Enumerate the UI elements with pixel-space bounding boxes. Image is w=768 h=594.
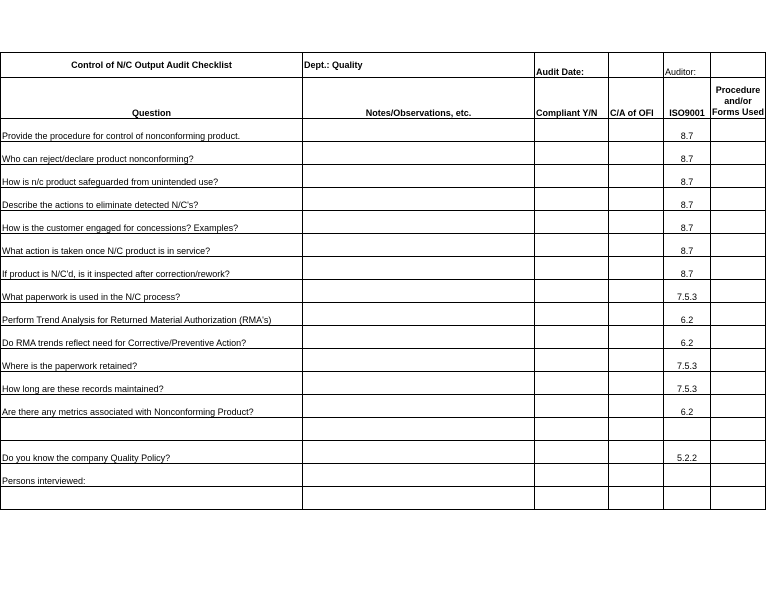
question-cell: Persons interviewed: <box>1 464 303 487</box>
ca-ofi-cell[interactable] <box>609 211 664 234</box>
iso-cell: 8.7 <box>664 188 711 211</box>
question-cell <box>1 487 303 510</box>
iso-cell: 7.5.3 <box>664 349 711 372</box>
question-cell: How is n/c product safeguarded from unintended use? <box>1 165 303 188</box>
iso-cell: 6.2 <box>664 326 711 349</box>
checklist-title: Control of N/C Output Audit Checklist <box>1 53 303 78</box>
notes-header: Notes/Observations, etc. <box>303 78 535 119</box>
notes-cell[interactable] <box>303 165 535 188</box>
audit-date-value[interactable] <box>609 53 664 78</box>
ca-ofi-cell[interactable] <box>609 142 664 165</box>
ca-ofi-cell[interactable] <box>609 119 664 142</box>
compliant-cell[interactable] <box>535 349 609 372</box>
compliant-cell[interactable] <box>535 395 609 418</box>
notes-cell[interactable] <box>303 349 535 372</box>
procedure-cell[interactable] <box>711 418 766 441</box>
procedure-cell[interactable] <box>711 188 766 211</box>
question-cell: Do you know the company Quality Policy? <box>1 441 303 464</box>
auditor-label: Auditor: <box>664 53 711 78</box>
iso-cell: 8.7 <box>664 234 711 257</box>
table-row <box>1 303 766 326</box>
title-row <box>1 53 766 78</box>
iso-cell: 8.7 <box>664 119 711 142</box>
question-cell: Do RMA trends reflect need for Corrective/Preventive Action? <box>1 326 303 349</box>
table-row <box>1 234 766 257</box>
procedure-cell[interactable] <box>711 395 766 418</box>
question-cell: Are there any metrics associated with Nonconforming Product? <box>1 395 303 418</box>
procedure-cell[interactable] <box>711 487 766 510</box>
procedure-cell[interactable] <box>711 165 766 188</box>
table-row <box>1 464 766 487</box>
ca-ofi-cell[interactable] <box>609 441 664 464</box>
compliant-cell[interactable] <box>535 326 609 349</box>
compliant-cell[interactable] <box>535 234 609 257</box>
compliant-cell[interactable] <box>535 280 609 303</box>
iso-cell: 8.7 <box>664 142 711 165</box>
dept-label: Dept.: Quality <box>303 53 535 78</box>
table-row <box>1 142 766 165</box>
iso-cell: 6.2 <box>664 303 711 326</box>
notes-cell[interactable] <box>303 303 535 326</box>
table-row <box>1 395 766 418</box>
procedure-cell[interactable] <box>711 142 766 165</box>
notes-cell[interactable] <box>303 257 535 280</box>
compliant-cell[interactable] <box>535 487 609 510</box>
notes-cell[interactable] <box>303 326 535 349</box>
iso-cell: 8.7 <box>664 257 711 280</box>
compliant-cell[interactable] <box>535 372 609 395</box>
notes-cell[interactable] <box>303 487 535 510</box>
table-row <box>1 487 766 510</box>
compliant-cell[interactable] <box>535 303 609 326</box>
question-cell: Provide the procedure for control of nonconforming product. <box>1 119 303 142</box>
ca-ofi-cell[interactable] <box>609 165 664 188</box>
ca-ofi-cell[interactable] <box>609 395 664 418</box>
notes-cell[interactable] <box>303 119 535 142</box>
procedure-cell[interactable] <box>711 464 766 487</box>
procedure-header: Procedure and/or Forms Used <box>711 78 766 119</box>
question-cell: Perform Trend Analysis for Returned Material Authorization (RMA's) <box>1 303 303 326</box>
table-row <box>1 188 766 211</box>
notes-cell[interactable] <box>303 372 535 395</box>
question-cell: Who can reject/declare product nonconforming? <box>1 142 303 165</box>
ca-ofi-cell[interactable] <box>609 372 664 395</box>
ca-ofi-cell[interactable] <box>609 257 664 280</box>
question-cell: What action is taken once N/C product is in service? <box>1 234 303 257</box>
procedure-cell[interactable] <box>711 280 766 303</box>
column-header-row <box>1 78 766 119</box>
iso-cell: 5.2.2 <box>664 441 711 464</box>
question-header: Question <box>1 78 303 119</box>
ca-ofi-cell[interactable] <box>609 188 664 211</box>
iso-cell: 8.7 <box>664 165 711 188</box>
iso-header: ISO9001 <box>664 78 711 119</box>
iso-cell: 7.5.3 <box>664 280 711 303</box>
notes-cell[interactable] <box>303 142 535 165</box>
notes-cell[interactable] <box>303 211 535 234</box>
ca-ofi-cell[interactable] <box>609 464 664 487</box>
table-row <box>1 418 766 441</box>
question-cell: Where is the paperwork retained? <box>1 349 303 372</box>
question-cell: If product is N/C'd, is it inspected after correction/rework? <box>1 257 303 280</box>
audit-checklist-table <box>0 52 766 510</box>
table-row <box>1 349 766 372</box>
procedure-cell[interactable] <box>711 234 766 257</box>
table-row <box>1 211 766 234</box>
iso-cell <box>664 487 711 510</box>
compliant-cell[interactable] <box>535 119 609 142</box>
procedure-cell[interactable] <box>711 211 766 234</box>
table-row <box>1 165 766 188</box>
ca-ofi-cell[interactable] <box>609 418 664 441</box>
procedure-cell[interactable] <box>711 257 766 280</box>
notes-cell[interactable] <box>303 418 535 441</box>
ca-ofi-cell[interactable] <box>609 303 664 326</box>
question-cell: What paperwork is used in the N/C process? <box>1 280 303 303</box>
procedure-cell[interactable] <box>711 119 766 142</box>
question-cell: How is the customer engaged for concessions? Examples? <box>1 211 303 234</box>
compliant-cell[interactable] <box>535 441 609 464</box>
ca-ofi-cell[interactable] <box>609 280 664 303</box>
question-cell: How long are these records maintained? <box>1 372 303 395</box>
notes-cell[interactable] <box>303 188 535 211</box>
compliant-cell[interactable] <box>535 165 609 188</box>
iso-cell <box>664 418 711 441</box>
compliant-cell[interactable] <box>535 464 609 487</box>
compliant-cell[interactable] <box>535 142 609 165</box>
procedure-cell[interactable] <box>711 326 766 349</box>
procedure-cell[interactable] <box>711 349 766 372</box>
compliant-header: Compliant Y/N <box>535 78 609 119</box>
notes-cell[interactable] <box>303 280 535 303</box>
notes-cell[interactable] <box>303 441 535 464</box>
compliant-cell[interactable] <box>535 188 609 211</box>
table-row <box>1 257 766 280</box>
iso-cell: 8.7 <box>664 211 711 234</box>
table-row <box>1 280 766 303</box>
table-row <box>1 372 766 395</box>
compliant-cell[interactable] <box>535 418 609 441</box>
procedure-cell[interactable] <box>711 372 766 395</box>
iso-cell <box>664 464 711 487</box>
question-cell <box>1 418 303 441</box>
procedure-cell[interactable] <box>711 303 766 326</box>
ca-ofi-cell[interactable] <box>609 326 664 349</box>
procedure-cell[interactable] <box>711 441 766 464</box>
table-row <box>1 441 766 464</box>
ca-ofi-cell[interactable] <box>609 487 664 510</box>
notes-cell[interactable] <box>303 234 535 257</box>
compliant-cell[interactable] <box>535 211 609 234</box>
compliant-cell[interactable] <box>535 257 609 280</box>
iso-cell: 6.2 <box>664 395 711 418</box>
question-cell: Describe the actions to eliminate detected N/C's? <box>1 188 303 211</box>
auditor-value[interactable] <box>711 53 766 78</box>
ca-ofi-cell[interactable] <box>609 234 664 257</box>
ca-ofi-header: C/A of OFI <box>609 78 664 119</box>
notes-cell[interactable] <box>303 395 535 418</box>
table-row <box>1 326 766 349</box>
table-row <box>1 119 766 142</box>
iso-cell: 7.5.3 <box>664 372 711 395</box>
ca-ofi-cell[interactable] <box>609 349 664 372</box>
audit-date-label: Audit Date: <box>535 53 609 78</box>
notes-cell[interactable] <box>303 464 535 487</box>
